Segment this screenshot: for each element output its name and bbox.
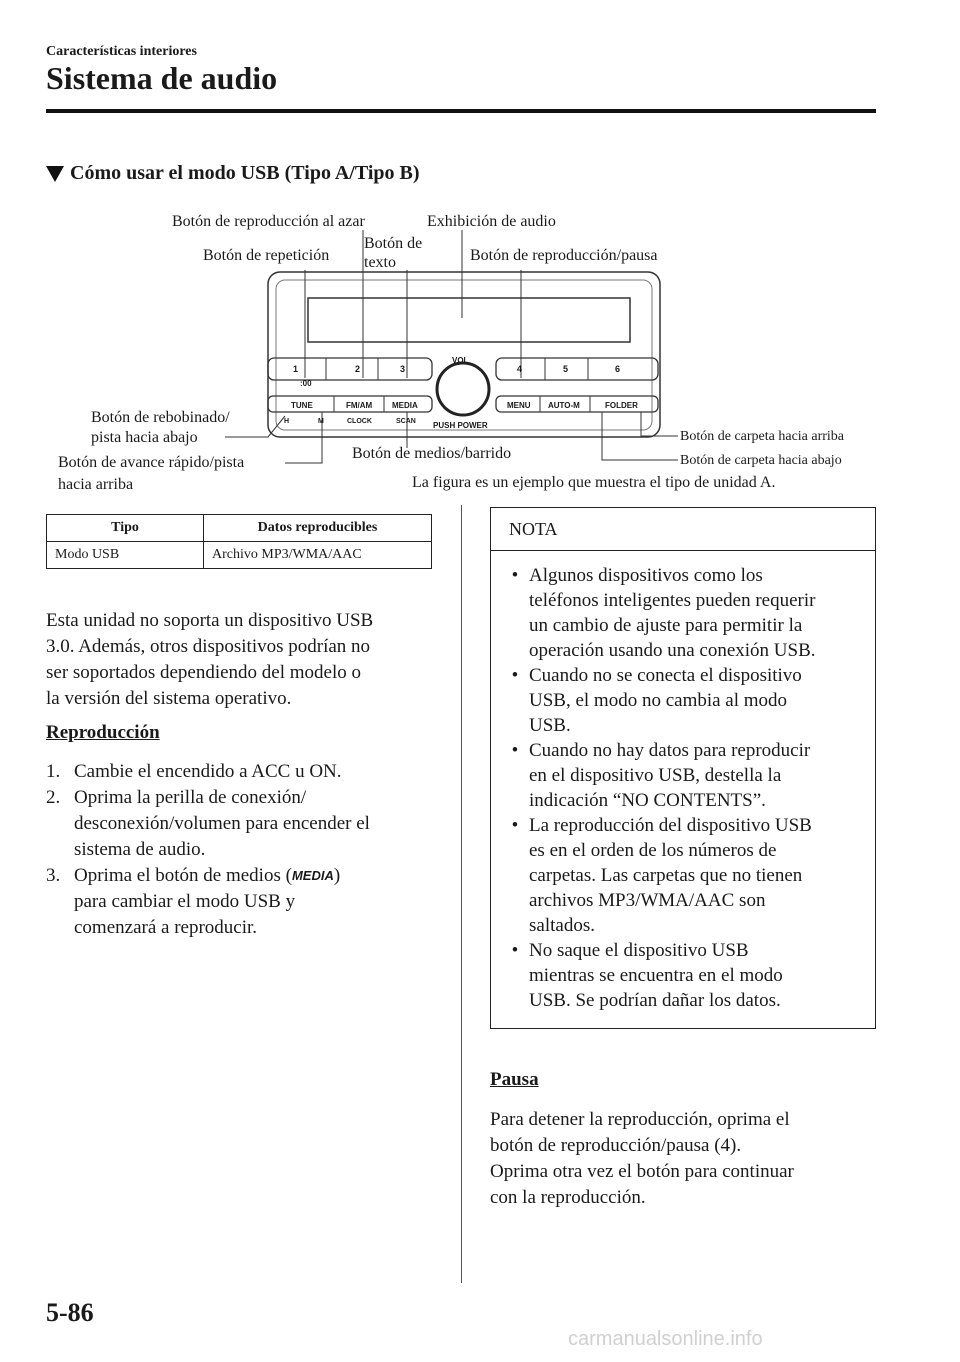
scan-label: SCAN: [396, 418, 416, 425]
preset-6-label: 6: [615, 364, 621, 374]
step-number: 2.: [46, 787, 61, 808]
vol-label: VOL: [452, 356, 469, 365]
callout-text-line2: texto: [364, 254, 396, 271]
audio-unit-figure: [0, 200, 960, 500]
media-label: MEDIA: [392, 401, 418, 410]
step-line: desconexión/volumen para encender el: [74, 813, 370, 834]
note-line: Algunos dispositivos como los: [529, 565, 763, 586]
list-item: [46, 785, 446, 863]
header-rule: [46, 109, 876, 113]
column-divider: [461, 505, 462, 1283]
table-header-cell: Tipo: [47, 515, 204, 542]
intro-line: 3.0. Además, otros dispositivos podrían no: [46, 636, 371, 657]
list-item: [501, 938, 867, 1013]
preset-1-label: 1: [293, 364, 299, 374]
note-text: [529, 938, 783, 1013]
push-power-label: PUSH POWER: [433, 421, 488, 430]
bullet: •: [511, 940, 519, 961]
step-line: Oprima la perilla de conexión/: [74, 787, 307, 808]
media-button-icon: MEDIA: [291, 868, 334, 883]
step-text: [74, 759, 342, 785]
callout-media-scan: Botón de medios/barrido: [352, 445, 512, 462]
table-row: [47, 542, 432, 569]
step-number: 3.: [46, 865, 61, 886]
hour-label: H: [284, 418, 290, 425]
section-kicker: Características interiores: [46, 44, 197, 59]
table-cell: Modo USB: [47, 542, 204, 569]
pausa-line: con la reproducción.: [490, 1187, 646, 1208]
note-line: indicación “NO CONTENTS”.: [529, 790, 766, 811]
note-line: No saque el dispositivo USB: [529, 940, 749, 961]
pausa-line: Oprima otra vez el botón para continuar: [490, 1161, 794, 1182]
note-line: operación usando una conexión USB.: [529, 640, 816, 661]
note-line: saltados.: [529, 915, 595, 936]
pausa-paragraph: [490, 1107, 890, 1211]
note-text: [529, 663, 802, 738]
step-text: [74, 785, 370, 863]
nota-box: [490, 507, 876, 1029]
table-header-row: [47, 515, 432, 542]
list-item: [501, 738, 867, 813]
bullet: •: [511, 665, 519, 686]
page-number: 5-86: [46, 1298, 94, 1327]
nota-list: [491, 551, 875, 1013]
note-text: [529, 813, 812, 938]
list-item: [46, 863, 446, 941]
step-line: para cambiar el modo USB y: [74, 891, 296, 912]
intro-line: Esta unidad no soporta un dispositivo USB: [46, 610, 374, 631]
callout-ffwd-line1: Botón de avance rápido/pista: [58, 454, 245, 471]
note-line: USB. Se podrían dañar los datos.: [529, 990, 781, 1011]
note-line: un cambio de ajuste para permitir la: [529, 615, 803, 636]
pausa-title: Pausa: [490, 1069, 539, 1090]
tune-label: TUNE: [291, 401, 313, 410]
auto-m-label: AUTO-M: [548, 401, 580, 410]
list-item: [501, 813, 867, 938]
step-line: sistema de audio.: [74, 839, 206, 860]
clock-minute-label: :00: [300, 379, 312, 388]
list-item: [501, 663, 867, 738]
callout-text-line1: Botón de: [364, 235, 423, 252]
folder-label: FOLDER: [605, 401, 638, 410]
note-line: es en el orden de los números de: [529, 840, 777, 861]
spec-table: [46, 514, 432, 569]
step-line: comenzará a reproducir.: [74, 917, 258, 938]
bullet: •: [511, 815, 519, 836]
preset-2-label: 2: [355, 364, 361, 374]
note-line: teléfonos inteligentes pueden requerir: [529, 590, 816, 611]
bullet: •: [511, 740, 519, 761]
menu-label: MENU: [507, 401, 531, 410]
list-item: [501, 563, 867, 663]
fm-am-label: FM/AM: [346, 401, 373, 410]
callout-repeat: Botón de repetición: [203, 247, 330, 264]
intro-line: ser soportados dependiendo del modelo o: [46, 662, 362, 683]
pausa-line: Para detener la reproducción, oprima el: [490, 1109, 790, 1130]
note-line: Cuando no hay datos para reproducir: [529, 740, 811, 761]
step-text: [74, 863, 340, 941]
triangle-marker-icon: [46, 166, 64, 182]
nota-title: NOTA: [491, 508, 875, 551]
section-title: Sistema de audio: [46, 60, 278, 96]
note-text: [529, 563, 816, 663]
note-line: USB, el modo no cambia al modo: [529, 690, 788, 711]
preset-3-label: 3: [400, 364, 406, 374]
minute-label: M: [318, 418, 324, 425]
step-line-post: ): [333, 865, 341, 886]
callout-rewind-line2: pista hacia abajo: [91, 429, 198, 446]
note-line: Cuando no se conecta el dispositivo: [529, 665, 802, 686]
topic-heading-text: Cómo usar el modo USB (Tipo A/Tipo B): [70, 162, 420, 184]
watermark: carmanualsonline.info: [568, 1328, 763, 1350]
table-cell: Archivo MP3/WMA/AAC: [204, 542, 432, 569]
clock-label: CLOCK: [347, 418, 372, 425]
callout-ffwd-line2: hacia arriba: [58, 476, 134, 493]
preset-4-label: 4: [517, 364, 523, 374]
figure-caption: La figura es un ejemplo que muestra el tipo de unidad A.: [412, 474, 776, 491]
note-line: archivos MP3/WMA/AAC son: [529, 890, 766, 911]
step-line-pre: Oprima el botón de medios (: [74, 865, 292, 886]
step-line: [74, 863, 340, 889]
intro-paragraph: [46, 608, 446, 712]
callout-random: Botón de reproducción al azar: [172, 213, 365, 230]
topic-heading: [46, 162, 420, 185]
callout-display: Exhibición de audio: [427, 213, 556, 230]
step-number: 1.: [46, 761, 61, 782]
callout-play-pause: Botón de reproducción/pausa: [470, 247, 658, 264]
note-text: [529, 738, 810, 813]
callout-rewind-line1: Botón de rebobinado/: [91, 409, 230, 426]
list-item: [46, 759, 446, 785]
note-line: La reproducción del dispositivo USB: [529, 815, 812, 836]
reproduccion-steps: [46, 759, 446, 941]
pausa-line: botón de reproducción/pausa (4).: [490, 1135, 742, 1156]
callout-folder-up: Botón de carpeta hacia arriba: [680, 429, 845, 444]
table-header-cell: Datos reproducibles: [204, 515, 432, 542]
bullet: •: [511, 565, 519, 586]
step-line: Cambie el encendido a ACC u ON.: [74, 761, 342, 782]
intro-line: la versión del sistema operativo.: [46, 688, 292, 709]
note-line: USB.: [529, 715, 571, 736]
note-line: carpetas. Las carpetas que no tienen: [529, 865, 803, 886]
note-line: mientras se encuentra en el modo: [529, 965, 783, 986]
callout-folder-down: Botón de carpeta hacia abajo: [680, 453, 842, 468]
reproduccion-title: Reproducción: [46, 722, 160, 743]
note-line: en el dispositivo USB, destella la: [529, 765, 782, 786]
preset-5-label: 5: [563, 364, 569, 374]
